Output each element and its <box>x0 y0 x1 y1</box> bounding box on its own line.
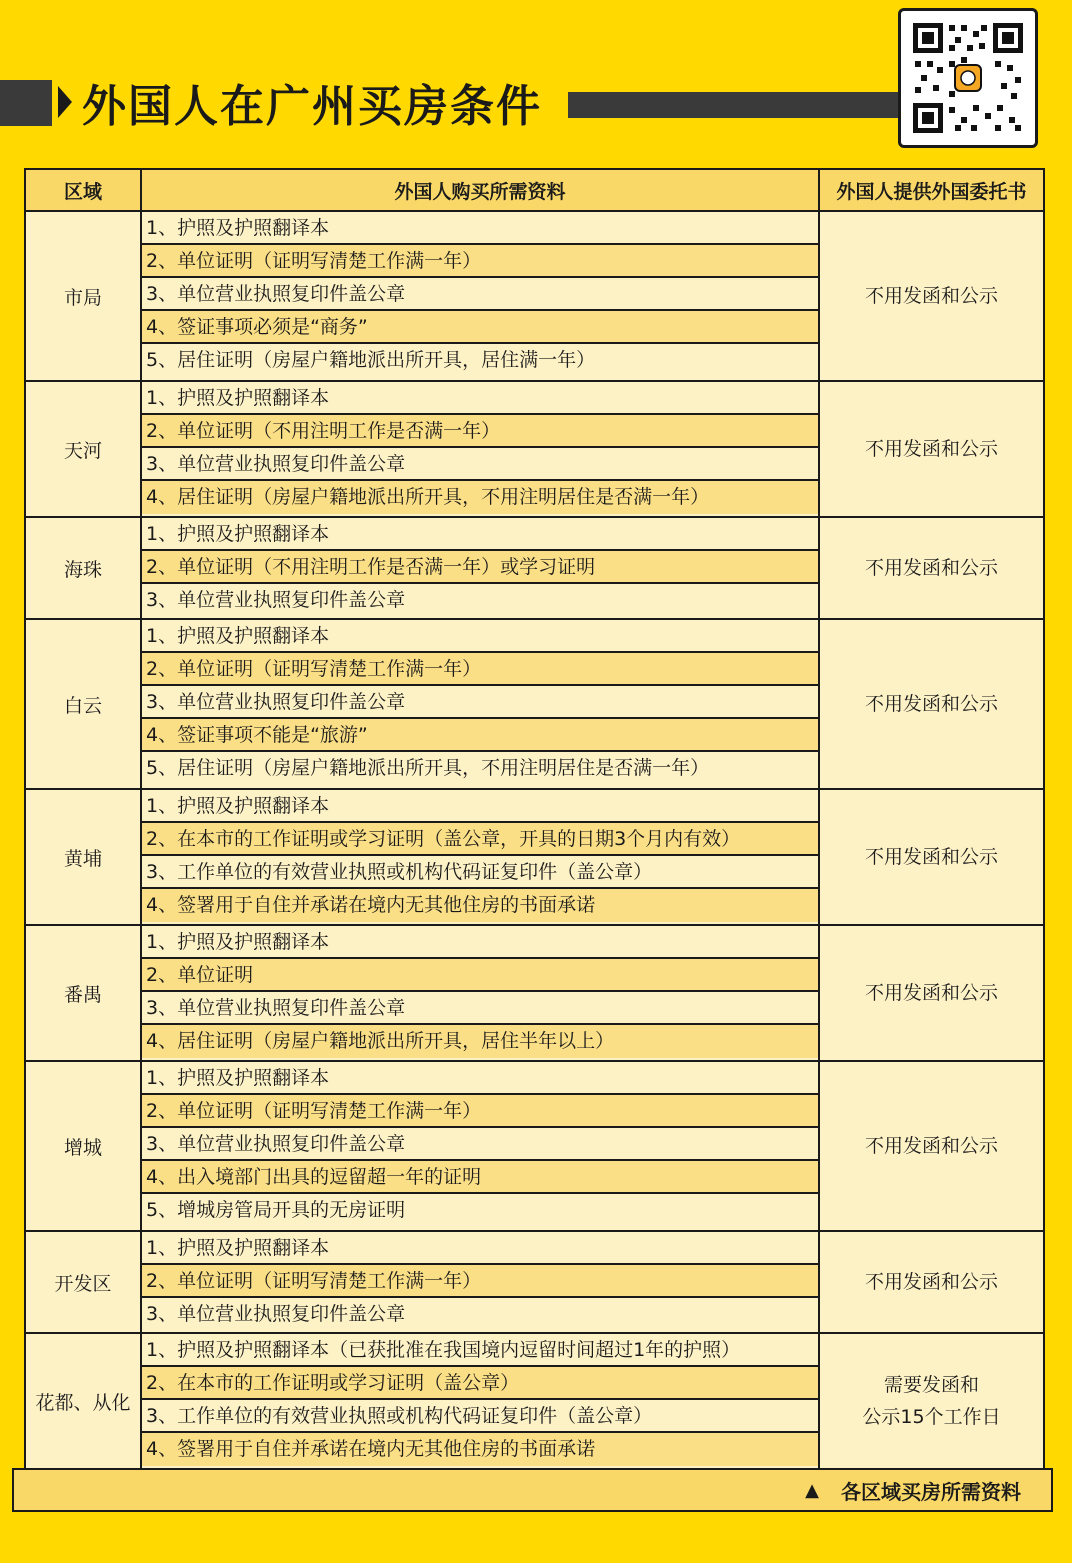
note-cell: 不用发函和公示 <box>819 1061 1044 1231</box>
table-header-row <box>25 169 1044 211</box>
footer-caption-bar <box>12 1468 1053 1512</box>
title-bar-left-decoration <box>0 80 52 126</box>
title-bar-right-decoration <box>568 92 908 118</box>
table-row <box>25 925 1044 1061</box>
header-region: 区域 <box>25 169 141 211</box>
table-row <box>25 1333 1044 1469</box>
table-row <box>25 1061 1044 1231</box>
list-item: 1、护照及护照翻译本 <box>142 1232 818 1265</box>
title-block <box>58 70 542 134</box>
materials-cell <box>141 211 819 381</box>
list-item: 2、在本市的工作证明或学习证明（盖公章） <box>142 1367 818 1400</box>
note-cell: 不用发函和公示 <box>819 619 1044 789</box>
region-cell: 天河 <box>25 381 141 517</box>
list-item: 1、护照及护照翻译本 <box>142 518 818 551</box>
table-row <box>25 211 1044 381</box>
list-item: 2、单位证明 <box>142 959 818 992</box>
list-item: 5、居住证明（房屋户籍地派出所开具，不用注明居住是否满一年） <box>142 752 818 785</box>
materials-cell <box>141 789 819 925</box>
list-item: 4、居住证明（房屋户籍地派出所开具，不用注明居住是否满一年） <box>142 481 818 514</box>
list-item: 5、增城房管局开具的无房证明 <box>142 1194 818 1227</box>
list-item: 4、签证事项不能是“旅游” <box>142 719 818 752</box>
list-item: 1、护照及护照翻译本 <box>142 212 818 245</box>
region-cell: 开发区 <box>25 1231 141 1333</box>
requirements-table <box>24 168 1045 1470</box>
list-item: 1、护照及护照翻译本 <box>142 1062 818 1095</box>
table-row <box>25 517 1044 619</box>
title-arrow-icon <box>58 86 72 118</box>
note-cell: 不用发函和公示 <box>819 381 1044 517</box>
region-cell: 增城 <box>25 1061 141 1231</box>
list-item: 3、单位营业执照复印件盖公章 <box>142 1298 818 1331</box>
region-cell: 花都、从化 <box>25 1333 141 1469</box>
region-cell: 市局 <box>25 211 141 381</box>
list-item: 3、单位营业执照复印件盖公章 <box>142 686 818 719</box>
table-row <box>25 1231 1044 1333</box>
note-cell: 不用发函和公示 <box>819 1231 1044 1333</box>
note-cell: 不用发函和公示 <box>819 211 1044 381</box>
table-row <box>25 381 1044 517</box>
list-item: 3、单位营业执照复印件盖公章 <box>142 278 818 311</box>
table-row <box>25 619 1044 789</box>
materials-cell <box>141 1061 819 1231</box>
list-item: 2、单位证明（证明写清楚工作满一年） <box>142 1095 818 1128</box>
list-item: 3、工作单位的有效营业执照或机构代码证复印件（盖公章） <box>142 1400 818 1433</box>
list-item: 1、护照及护照翻译本 <box>142 382 818 415</box>
list-item: 1、护照及护照翻译本 <box>142 620 818 653</box>
list-item: 2、单位证明（证明写清楚工作满一年） <box>142 1265 818 1298</box>
region-cell: 白云 <box>25 619 141 789</box>
materials-cell <box>141 925 819 1061</box>
materials-cell <box>141 517 819 619</box>
note-cell: 不用发函和公示 <box>819 789 1044 925</box>
list-item: 1、护照及护照翻译本 <box>142 926 818 959</box>
note-cell: 不用发函和公示 <box>819 517 1044 619</box>
list-item: 1、护照及护照翻译本（已获批准在我国境内逗留时间超过1年的护照） <box>142 1334 818 1367</box>
list-item: 4、居住证明（房屋户籍地派出所开具，居住半年以上） <box>142 1025 818 1058</box>
list-item: 3、单位营业执照复印件盖公章 <box>142 448 818 481</box>
page-title: 外国人在广州买房条件 <box>82 81 542 132</box>
list-item: 3、单位营业执照复印件盖公章 <box>142 584 818 617</box>
note-cell: 不用发函和公示 <box>819 925 1044 1061</box>
note-line-2: 公示15个工作日 <box>862 1406 1001 1428</box>
materials-cell <box>141 381 819 517</box>
table-row <box>25 789 1044 925</box>
note-line-1: 需要发函和 <box>883 1374 979 1396</box>
list-item: 2、单位证明（不用注明工作是否满一年） <box>142 415 818 448</box>
list-item: 4、签证事项必须是“商务” <box>142 311 818 344</box>
materials-cell <box>141 1231 819 1333</box>
list-item: 2、单位证明（证明写清楚工作满一年） <box>142 245 818 278</box>
list-item: 4、出入境部门出具的逗留超一年的证明 <box>142 1161 818 1194</box>
list-item: 2、在本市的工作证明或学习证明（盖公章，开具的日期3个月内有效） <box>142 823 818 856</box>
list-item: 1、护照及护照翻译本 <box>142 790 818 823</box>
list-item: 2、单位证明（证明写清楚工作满一年） <box>142 653 818 686</box>
list-item: 2、单位证明（不用注明工作是否满一年）或学习证明 <box>142 551 818 584</box>
list-item: 3、单位营业执照复印件盖公章 <box>142 992 818 1025</box>
materials-cell <box>141 619 819 789</box>
region-cell: 海珠 <box>25 517 141 619</box>
note-cell <box>819 1333 1044 1469</box>
list-item: 3、工作单位的有效营业执照或机构代码证复印件（盖公章） <box>142 856 818 889</box>
region-cell: 番禺 <box>25 925 141 1061</box>
list-item: 4、签署用于自住并承诺在境内无其他住房的书面承诺 <box>142 889 818 922</box>
list-item: 5、居住证明（房屋户籍地派出所开具，居住满一年） <box>142 344 818 377</box>
footer-caption: 各区域买房所需资料 <box>841 1479 1021 1504</box>
qr-code-icon <box>898 8 1038 148</box>
list-item: 4、签署用于自住并承诺在境内无其他住房的书面承诺 <box>142 1433 818 1466</box>
materials-cell <box>141 1333 819 1469</box>
list-item: 3、单位营业执照复印件盖公章 <box>142 1128 818 1161</box>
region-cell: 黄埔 <box>25 789 141 925</box>
header-materials: 外国人购买所需资料 <box>141 169 819 211</box>
header-note: 外国人提供外国委托书 <box>819 169 1044 211</box>
triangle-up-icon: ▲ <box>805 1479 819 1501</box>
